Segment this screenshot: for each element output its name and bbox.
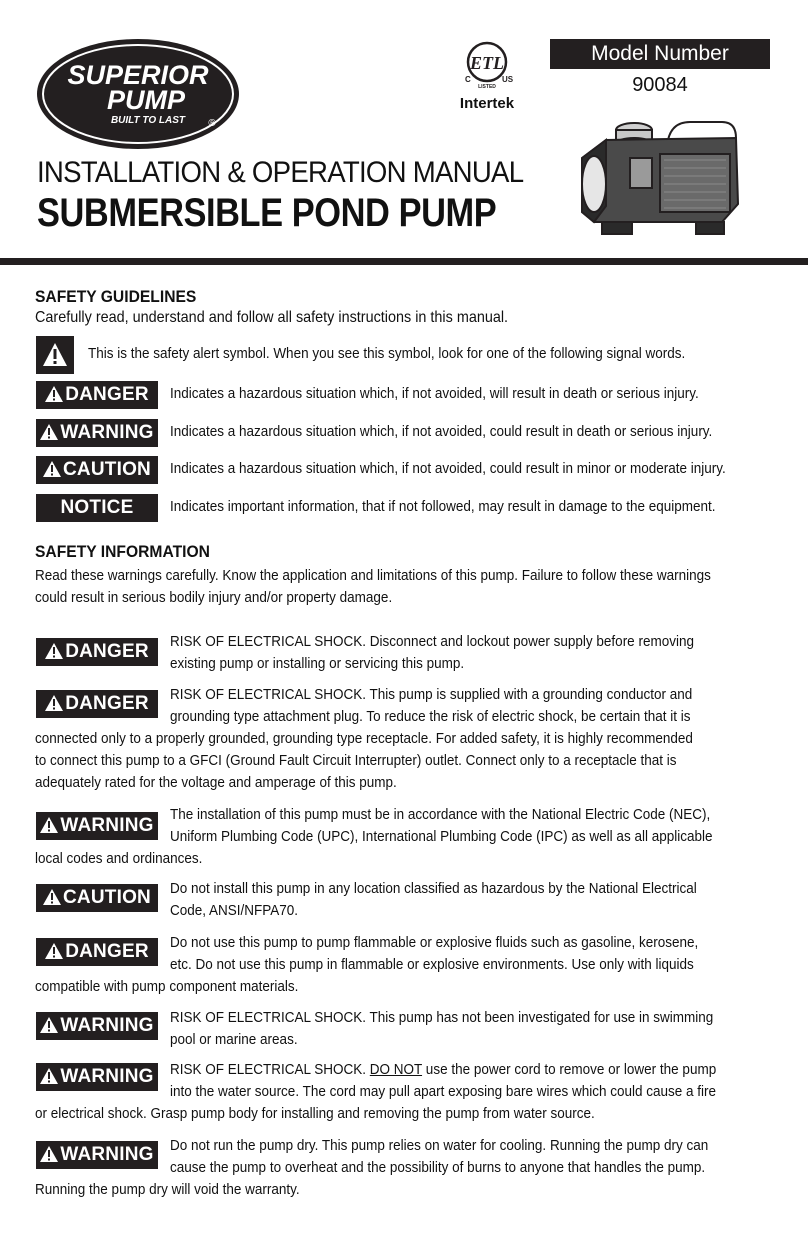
manual-subtitle: INSTALLATION & OPERATION MANUAL xyxy=(37,156,524,189)
item-line: compatible with pump component materials. xyxy=(35,978,299,995)
brand-registered: ® xyxy=(208,118,216,129)
safety-information-intro-1: Read these warnings carefully. Know the application and limitations of this pump. Failure to follow these warnings xyxy=(35,567,711,584)
warning-triangle-icon xyxy=(43,889,61,905)
signal-text-notice: Indicates important information, that if not followed, may result in damage to the equipment. xyxy=(170,498,716,515)
item-line: connected only to a properly grounded, grounding type receptacle. For added safety, it is highly recommended xyxy=(35,730,693,747)
item-badge xyxy=(36,1063,158,1091)
item-badge xyxy=(36,690,158,718)
safety-alert-icon xyxy=(36,336,74,374)
warning-triangle-icon xyxy=(40,1017,58,1033)
signal-word: DANGER xyxy=(65,384,149,405)
item-line: pool or marine areas. xyxy=(170,1031,298,1048)
warning-triangle-icon xyxy=(40,817,58,833)
item-line: RISK OF ELECTRICAL SHOCK. This pump has not been investigated for use in swimming xyxy=(170,1009,714,1026)
item-badge xyxy=(36,638,158,666)
brand-logo xyxy=(36,38,241,150)
item-line: Uniform Plumbing Code (UPC), International Plumbing Code (IPC) as well as all applicable xyxy=(170,828,713,845)
model-number-value: 90084 xyxy=(632,74,688,96)
item-line: Do not run the pump dry. This pump relies on water for cooling. Running the pump dry can xyxy=(170,1137,709,1154)
signal-text-caution: Indicates a hazardous situation which, if not avoided, could result in minor or moderate injury. xyxy=(170,460,726,477)
item-line: into the water source. The cord may pull apart exposing bare wires which could cause a fire xyxy=(170,1083,717,1100)
warning-triangle-icon xyxy=(45,643,63,659)
item-line: Do not use this pump to pump flammable or explosive fluids such as gasoline, kerosene, xyxy=(170,934,699,951)
pump-illustration xyxy=(572,118,744,240)
signal-word: WARNING xyxy=(60,1015,154,1036)
etl-listed-mark xyxy=(462,40,512,90)
certifier-name: Intertek xyxy=(459,95,515,112)
item-badge xyxy=(36,812,158,840)
item-badge xyxy=(36,1141,158,1169)
signal-badge-caution xyxy=(36,456,158,484)
safety-information-intro-2: could result in serious bodily injury and/or property damage. xyxy=(35,589,393,606)
item-line: RISK OF ELECTRICAL SHOCK. This pump is supplied with a grounding conductor and xyxy=(170,686,693,703)
item-line-part: use the power cord to remove or lower the pump xyxy=(422,1061,717,1078)
safety-information-heading: SAFETY INFORMATION xyxy=(35,542,210,561)
etl-listed: LISTED xyxy=(478,84,496,90)
manual-title: SUBMERSIBLE POND PUMP xyxy=(37,191,497,235)
item-line: adequately rated for the voltage and amperage of this pump. xyxy=(35,774,397,791)
warning-triangle-icon xyxy=(45,386,63,402)
item-line: existing pump or installing or servicing this pump. xyxy=(170,655,465,672)
signal-word: NOTICE xyxy=(60,497,134,518)
signal-badge-notice xyxy=(36,494,158,522)
signal-word: WARNING xyxy=(60,815,154,836)
signal-badge-warning xyxy=(36,419,158,447)
safety-alert-text: This is the safety alert symbol. When you see this symbol, look for one of the following signal words. xyxy=(88,345,686,362)
model-number-label: Model Number xyxy=(550,39,770,69)
item-line: Code, ANSI/NFPA70. xyxy=(170,902,299,919)
signal-word: CAUTION xyxy=(63,459,151,480)
item-line: Running the pump dry will void the warranty. xyxy=(35,1181,300,1198)
item-badge xyxy=(36,1012,158,1040)
etl-c: C xyxy=(465,75,471,84)
brand-tagline: BUILT TO LAST xyxy=(110,115,186,126)
signal-word: DANGER xyxy=(65,941,149,962)
signal-text-danger: Indicates a hazardous situation which, if not avoided, will result in death or serious injury. xyxy=(170,385,699,402)
item-line: The installation of this pump must be in accordance with the National Electric Code (NEC), xyxy=(170,806,711,823)
safety-alert-box xyxy=(36,336,74,374)
item-badge xyxy=(36,884,158,912)
etl-mark-text: ETL xyxy=(470,53,504,73)
signal-word: DANGER xyxy=(65,693,149,714)
signal-text-warning: Indicates a hazardous situation which, if not avoided, could result in death or serious injury. xyxy=(170,423,713,440)
item-line xyxy=(170,1059,716,1081)
item-badge xyxy=(36,938,158,966)
signal-word: DANGER xyxy=(65,641,149,662)
item-line-part: RISK OF ELECTRICAL SHOCK. xyxy=(170,1061,370,1078)
item-line: cause the pump to overheat and the possibility of burns to anyone that handles the pump. xyxy=(170,1159,706,1176)
header-divider xyxy=(0,258,808,265)
safety-guidelines-heading: SAFETY GUIDELINES xyxy=(35,287,197,306)
warning-triangle-icon xyxy=(40,1068,58,1084)
item-line: Do not install this pump in any location classified as hazardous by the National Electrical xyxy=(170,880,697,897)
item-line: etc. Do not use this pump in flammable or explosive environments. Use only with liquids xyxy=(170,956,694,973)
warning-triangle-icon xyxy=(40,1146,58,1162)
signal-badge-danger xyxy=(36,381,158,409)
warning-triangle-icon xyxy=(40,424,58,440)
item-line: grounding type attachment plug. To reduce the risk of electric shock, be certain that it is xyxy=(170,708,691,725)
item-line: or electrical shock. Grasp pump body for installing and removing the pump from water source. xyxy=(35,1105,595,1122)
signal-word: WARNING xyxy=(60,1066,154,1087)
signal-word: CAUTION xyxy=(63,887,151,908)
item-line-emphasis: DO NOT xyxy=(369,1061,423,1078)
safety-guidelines-intro: Carefully read, understand and follow all safety instructions in this manual. xyxy=(35,309,509,326)
signal-word: WARNING xyxy=(60,1144,154,1165)
item-line: local codes and ordinances. xyxy=(35,850,203,867)
brand-line1: SUPERIOR xyxy=(67,60,209,90)
signal-word: WARNING xyxy=(60,422,154,443)
item-line: to connect this pump to a GFCI (Ground Fault Circuit Interrupter) outlet. Connect only to a receptacle that is xyxy=(35,752,677,769)
item-line: RISK OF ELECTRICAL SHOCK. Disconnect and lockout power supply before removing xyxy=(170,633,694,650)
etl-us: US xyxy=(502,75,514,84)
warning-triangle-icon xyxy=(45,695,63,711)
brand-line2: PUMP xyxy=(106,85,186,115)
warning-triangle-icon xyxy=(45,943,63,959)
warning-triangle-icon xyxy=(43,461,61,477)
